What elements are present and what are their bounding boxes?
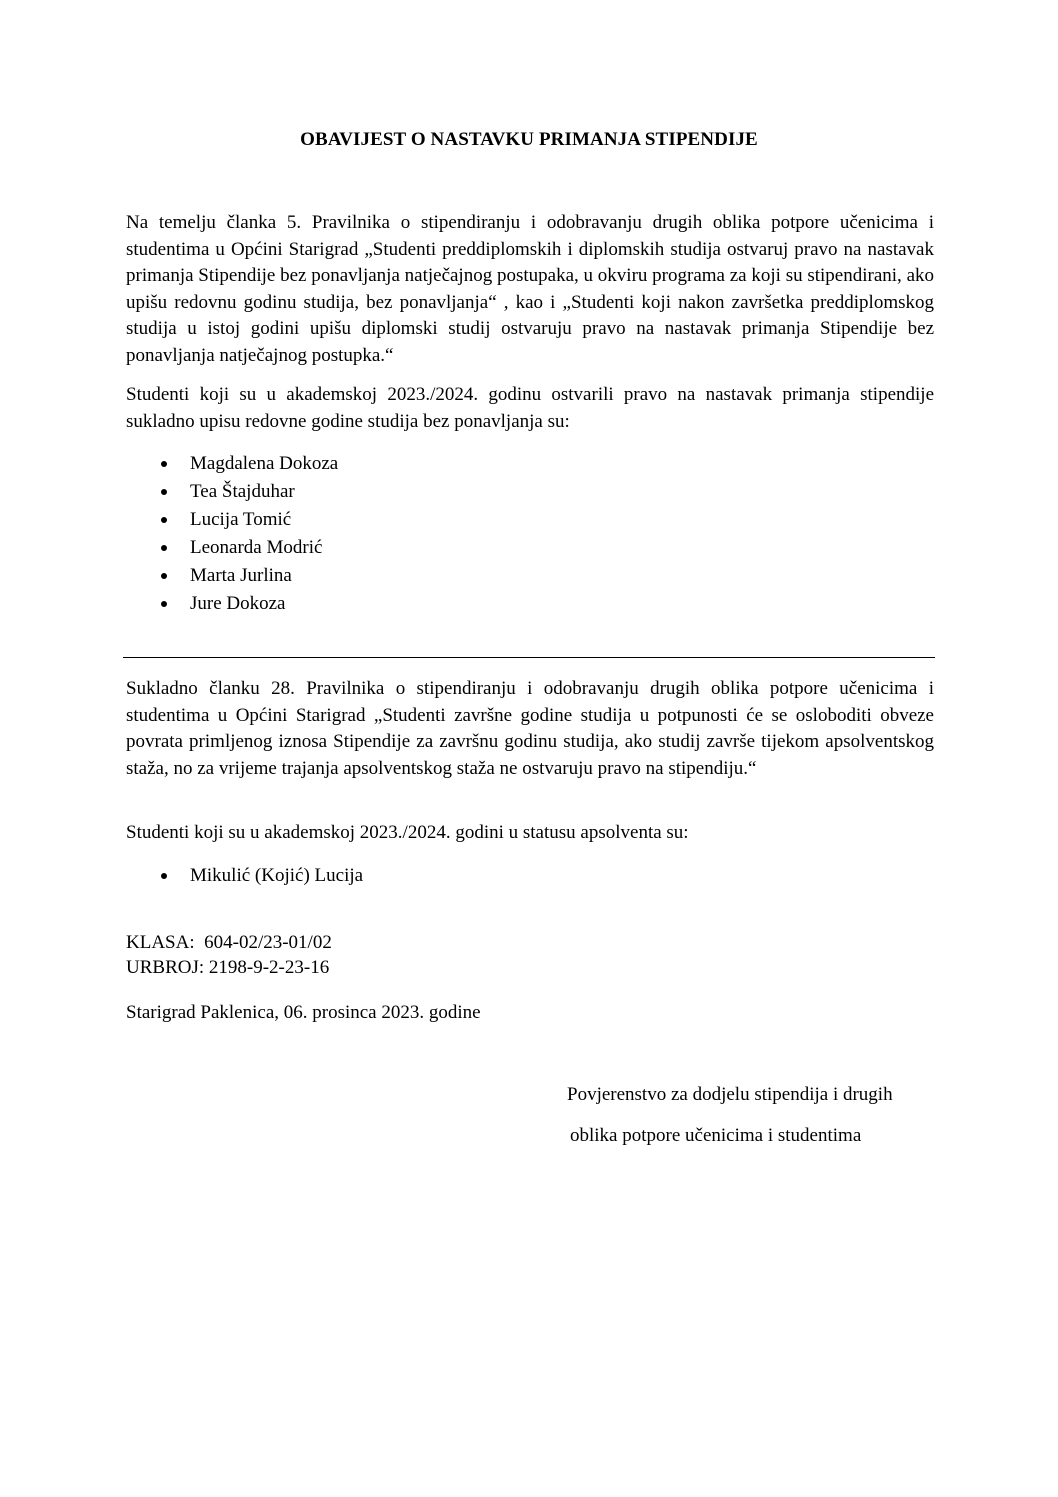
- list-item: [126, 450, 934, 478]
- section-divider: [123, 657, 935, 658]
- paragraph-text: Studenti koji su u akademskoj 2023./2024. godini u statusu apsolventa su:: [126, 822, 689, 843]
- signature-line-2: oblika potpore učenicima i studentima: [570, 1125, 862, 1146]
- paragraph-absolvent-intro: [126, 821, 934, 845]
- student-name: Marta Jurlina: [190, 565, 292, 586]
- bullet-icon: [161, 517, 167, 523]
- student-name: Magdalena Dokoza: [190, 453, 339, 474]
- paragraph-continuing-students-intro: [126, 382, 934, 435]
- paragraph-legal-basis-absolvent: [126, 676, 934, 782]
- continuing-students-list-block: [126, 450, 934, 618]
- student-name: Mikulić (Kojić) Lucija: [190, 865, 364, 886]
- student-name: Jure Dokoza: [190, 593, 286, 614]
- list-item: [126, 506, 934, 534]
- paragraph-text: Studenti koji su u akademskoj 2023./2024. godinu ostvarili pravo na nastavak primanja stipendije sukladno upisu redovne godine studija bez ponavljanja su:: [126, 384, 934, 432]
- student-name: Leonarda Modrić: [190, 537, 323, 558]
- klasa-number: KLASA: 604-02/23-01/02: [126, 932, 332, 953]
- bullet-icon: [161, 461, 167, 467]
- list-item: [126, 862, 934, 890]
- document-title: OBAVIJEST O NASTAVKU PRIMANJA STIPENDIJE: [300, 129, 758, 150]
- continuing-students-list: [126, 450, 934, 618]
- absolvent-students-list: [126, 862, 934, 890]
- place-and-date: Starigrad Paklenica, 06. prosinca 2023. godine: [126, 1002, 481, 1023]
- list-item: [126, 534, 934, 562]
- student-name: Tea Štajduhar: [190, 481, 295, 502]
- reference-numbers: [126, 930, 934, 980]
- bullet-icon: [161, 489, 167, 495]
- absolvent-students-list-block: [126, 862, 934, 890]
- urbroj-number: URBROJ: 2198-9-2-23-16: [126, 957, 330, 978]
- paragraph-legal-basis-continuation: [126, 210, 934, 369]
- list-item: [126, 590, 934, 618]
- list-item: [126, 478, 934, 506]
- paragraph-text: Sukladno članku 28. Pravilnika o stipendiranju i odobravanju drugih oblika potpore učenicima i studentima u Općini Starigrad „Studenti završne godine studija u potpunosti će se osloboditi obveze povrata primljenog iznosa Stipendije za završnu godinu studija, ako studij završe tijekom apsolventskog staža, no za vrijeme trajanja apsolventskog staža ne ostvaruju pravo na stipendiju.“: [126, 678, 934, 779]
- signature-line-1: Povjerenstvo za dodjelu stipendija i drugih: [567, 1084, 893, 1105]
- bullet-icon: [161, 873, 167, 879]
- bullet-icon: [161, 573, 167, 579]
- bullet-icon: [161, 545, 167, 551]
- student-name: Lucija Tomić: [190, 509, 292, 530]
- paragraph-text: Na temelju članka 5. Pravilnika o stipendiranju i odobravanju drugih oblika potpore učenicima i studentima u Općini Starigrad „Studenti preddiplomskih i diplomskih studija ostvaruj pravo na nastavak primanja Stipendije bez ponavljanja natječajnog postupaka, u okviru programa za koji su stipendirani, ako upišu redovnu godinu studija, bez ponavljanja“ , kao i „Studenti koji nakon završetka preddiplomskog studija u istoj godini upišu diplomski studij ostvaruju pravo na nastavak primanja Stipendije bez ponavljanja natječajnog postupka.“: [126, 212, 934, 366]
- bullet-icon: [161, 601, 167, 607]
- list-item: [126, 562, 934, 590]
